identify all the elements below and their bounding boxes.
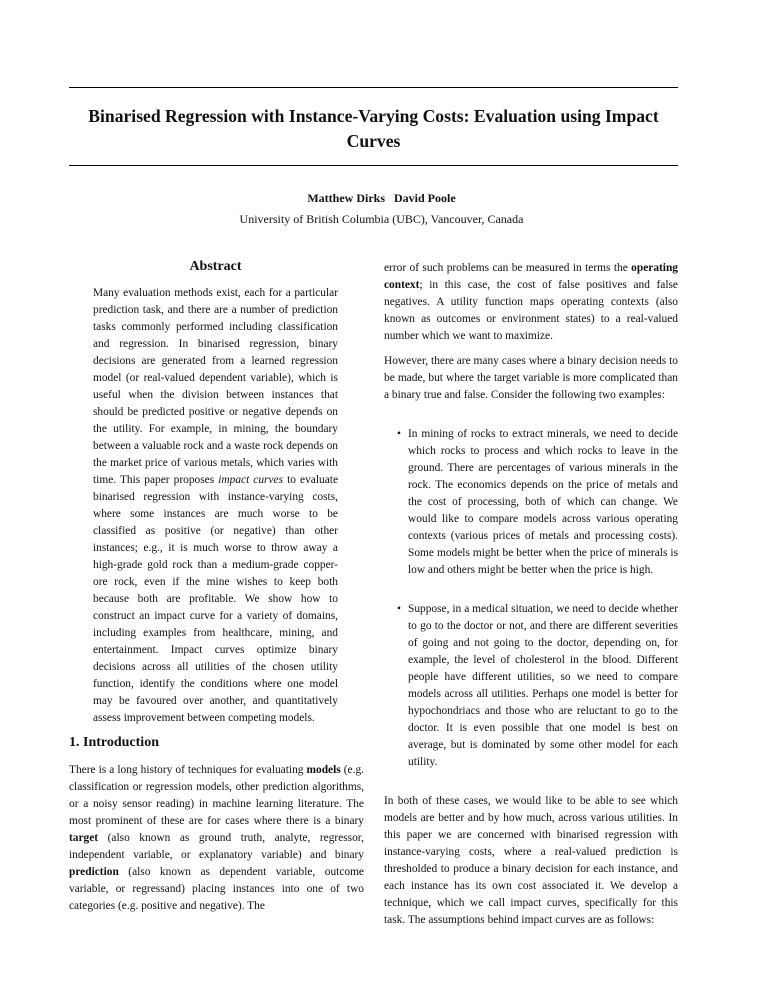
paragraph-text: ; in this case, the cost of false positives and false negatives. A utility function maps operating contexts (also known as outcomes or environment states) to a real-valued number which we want to maximize. (384, 279, 678, 342)
bold-term: models (306, 764, 341, 776)
list-item (384, 601, 678, 771)
author-name: Matthew Dirks (307, 191, 385, 205)
abstract-text: to evaluate binarised regression with instance-varying costs, where some instances are much worse to be classified as positive (or negative) than other instances; e.g., it is much worse to throw away a high-grade gold rock than a medium-grade copper-ore rock, even if the mine wishes to keep both because both are profitable. We show how to construct an impact curve for a variety of domains, including examples from healthcare, mining, and entertainment. Impact curves optimize binary decisions across all utilities of the chosen utility function, identify the conditions where one model may be favoured over another, and quantitatively assess improvement between competing models. (93, 474, 339, 724)
section-heading-introduction: 1. Introduction (69, 735, 159, 750)
abstract-heading: Abstract (189, 259, 242, 274)
example-list (384, 426, 678, 771)
title-bottom-rule (69, 165, 678, 166)
introduction-paragraph (69, 762, 364, 915)
abstract-text: Many evaluation methods exist, each for a particular prediction task, and there are a number of prediction tasks commonly performed including classification and regression. In binarised regression, binary decisions are generated from a learned regression model (or real-valued dependent variable), which is useful when the division between instances that should be predicted positive or negative depends on the utility. For example, in mining, the boundary between a valuable rock and a waste rock depends on the market price of various metals, which varies with time. This paper proposes (93, 287, 338, 486)
bold-term: prediction (69, 866, 119, 878)
abstract-italic-term: impact curves (218, 474, 284, 486)
affiliation: University of British Columbia (UBC), Vancouver, Canada (239, 212, 524, 226)
paragraph-examples-intro: However, there are many cases where a binary decision needs to be made, but where the target variable is more complicated than a binary true and false. Consider the following two examples: (384, 355, 678, 401)
paragraph-impact-curves: In both of these cases, we would like to be able to see which models are better and by how much, across various utilities. In this paper we are concerned with binarised regression with instance-varying costs, where a real-valued prediction is thresholded to produce a binary decision for each instance, and each instance has its own cost associated it. We develop a technique, which we call impact curves, specifically for this task. The assumptions behind impact curves are as follows: (384, 795, 678, 926)
author-name: David Poole (393, 191, 456, 205)
bold-term: target (69, 832, 99, 844)
bullet-marker: • (397, 428, 401, 440)
paragraph-text: (also known as ground truth, analyte, regressor, independent variable, or explanatory variable) and binary (69, 832, 364, 861)
author-list (0, 191, 763, 206)
abstract-body (93, 285, 338, 727)
paragraph-text: (e.g. classification or regression models, other prediction algorithms, or a noisy sensor reading) in machine learning literature. The most prominent of these are for cases where there is a binary (69, 764, 364, 827)
right-column (384, 260, 678, 929)
list-item (384, 426, 678, 579)
list-item-text: Suppose, in a medical situation, we need to decide whether to go to the doctor or not, and there are different severities of going and not going to the doctor, depending on, for example, the level of cholesterol in the blood. Different people have different utilities, so we need to compare models across all utilities. Perhaps one model is better for hypochondriacs and those who are reluctant to go to the doctor. It is even possible that one model is best on average, but is dominated by some other model for each utility. (408, 603, 678, 768)
bullet-marker: • (397, 603, 401, 615)
paper-title: Binarised Regression with Instance-Varying Costs: Evaluation using Impact Curves (88, 106, 659, 151)
top-rule (69, 87, 678, 88)
bold-term: operating context (384, 262, 678, 291)
list-item-text: In mining of rocks to extract minerals, we need to decide which rocks to process and which rocks to leave in the ground. There are percentages of various minerals in the rock. The economics depends on the price of metals and the cost of processing, both of which can change. We would like to compare models across various operating contexts (various prices of metals and processing costs). Some models might be better when the price of minerals is low and others might be better when the price is high. (408, 428, 678, 576)
paragraph-text: error of such problems can be measured in terms the (384, 262, 632, 274)
paragraph-text: There is a long history of techniques for evaluating (69, 764, 307, 776)
paragraph-operating-context (384, 260, 678, 345)
paragraph-text: (also known as dependent variable, outcome variable, or regressand) placing instances into one of two categories (e.g. positive and negative). The (69, 866, 364, 912)
